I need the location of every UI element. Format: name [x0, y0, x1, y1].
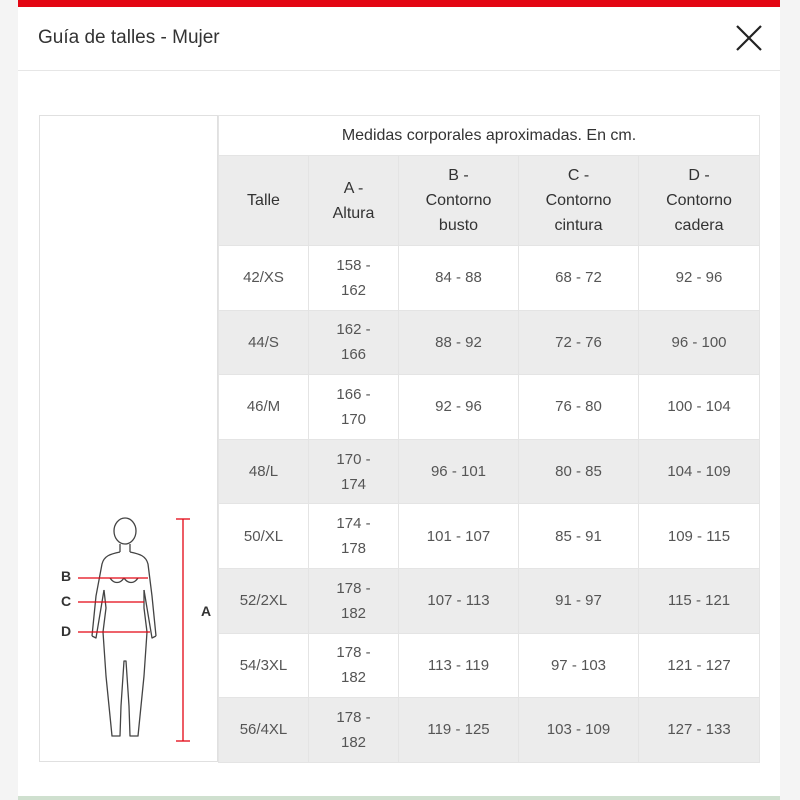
cell-talle: 52/2XL [219, 568, 309, 633]
header-talle: Talle [219, 156, 309, 246]
brand-accent-bar [18, 0, 780, 7]
table-row [219, 504, 760, 569]
cell-altura: 162 - 166 [309, 310, 399, 375]
cell-altura: 178 - 182 [309, 698, 399, 763]
table-row [219, 375, 760, 440]
cell-cintura: 80 - 85 [519, 439, 639, 504]
cell-busto: 92 - 96 [399, 375, 519, 440]
body-measurement-figure [39, 115, 218, 762]
cell-talle: 54/3XL [219, 633, 309, 698]
modal-header [18, 7, 780, 71]
table-caption: Medidas corporales aproximadas. En cm. [219, 116, 760, 156]
label-a: A [201, 603, 212, 619]
cell-busto: 96 - 101 [399, 439, 519, 504]
cell-cadera: 104 - 109 [639, 439, 760, 504]
cell-talle: 44/S [219, 310, 309, 375]
cell-talle: 42/XS [219, 246, 309, 311]
table-row [219, 439, 760, 504]
header-cadera: D - Contorno cadera [639, 156, 760, 246]
woman-silhouette-icon [40, 116, 219, 763]
size-guide-modal [18, 0, 780, 800]
table-row [219, 698, 760, 763]
label-c: C [61, 593, 72, 609]
cell-altura: 174 - 178 [309, 504, 399, 569]
cell-altura: 170 - 174 [309, 439, 399, 504]
cell-cadera: 109 - 115 [639, 504, 760, 569]
table-row [219, 633, 760, 698]
label-d: D [61, 623, 72, 639]
cell-altura: 178 - 182 [309, 633, 399, 698]
header-row [219, 156, 760, 246]
cell-talle: 56/4XL [219, 698, 309, 763]
cell-talle: 50/XL [219, 504, 309, 569]
cell-talle: 46/M [219, 375, 309, 440]
cell-cadera: 121 - 127 [639, 633, 760, 698]
cell-cintura: 91 - 97 [519, 568, 639, 633]
cell-cintura: 72 - 76 [519, 310, 639, 375]
cell-busto: 84 - 88 [399, 246, 519, 311]
cell-altura: 166 - 170 [309, 375, 399, 440]
cell-cadera: 92 - 96 [639, 246, 760, 311]
cell-cintura: 85 - 91 [519, 504, 639, 569]
cell-talle: 48/L [219, 439, 309, 504]
cell-cintura: 68 - 72 [519, 246, 639, 311]
cell-altura: 178 - 182 [309, 568, 399, 633]
cell-busto: 101 - 107 [399, 504, 519, 569]
header-altura: A - Altura [309, 156, 399, 246]
cell-busto: 119 - 125 [399, 698, 519, 763]
cell-altura: 158 - 162 [309, 246, 399, 311]
cell-cintura: 76 - 80 [519, 375, 639, 440]
cell-cintura: 97 - 103 [519, 633, 639, 698]
table-row [219, 568, 760, 633]
label-b: B [61, 568, 72, 584]
cell-cadera: 115 - 121 [639, 568, 760, 633]
cell-busto: 107 - 113 [399, 568, 519, 633]
header-busto: B - Contorno busto [399, 156, 519, 246]
cell-cadera: 96 - 100 [639, 310, 760, 375]
cell-cintura: 103 - 109 [519, 698, 639, 763]
modal-title: Guía de talles - Mujer [38, 27, 220, 48]
size-table [218, 115, 760, 763]
table-row [219, 310, 760, 375]
close-icon [732, 21, 766, 55]
table-row [219, 246, 760, 311]
cell-cadera: 100 - 104 [639, 375, 760, 440]
header-cintura: C - Contorno cintura [519, 156, 639, 246]
close-button[interactable] [732, 21, 766, 55]
cell-busto: 113 - 119 [399, 633, 519, 698]
cell-cadera: 127 - 133 [639, 698, 760, 763]
bottom-divider [18, 796, 780, 800]
cell-busto: 88 - 92 [399, 310, 519, 375]
